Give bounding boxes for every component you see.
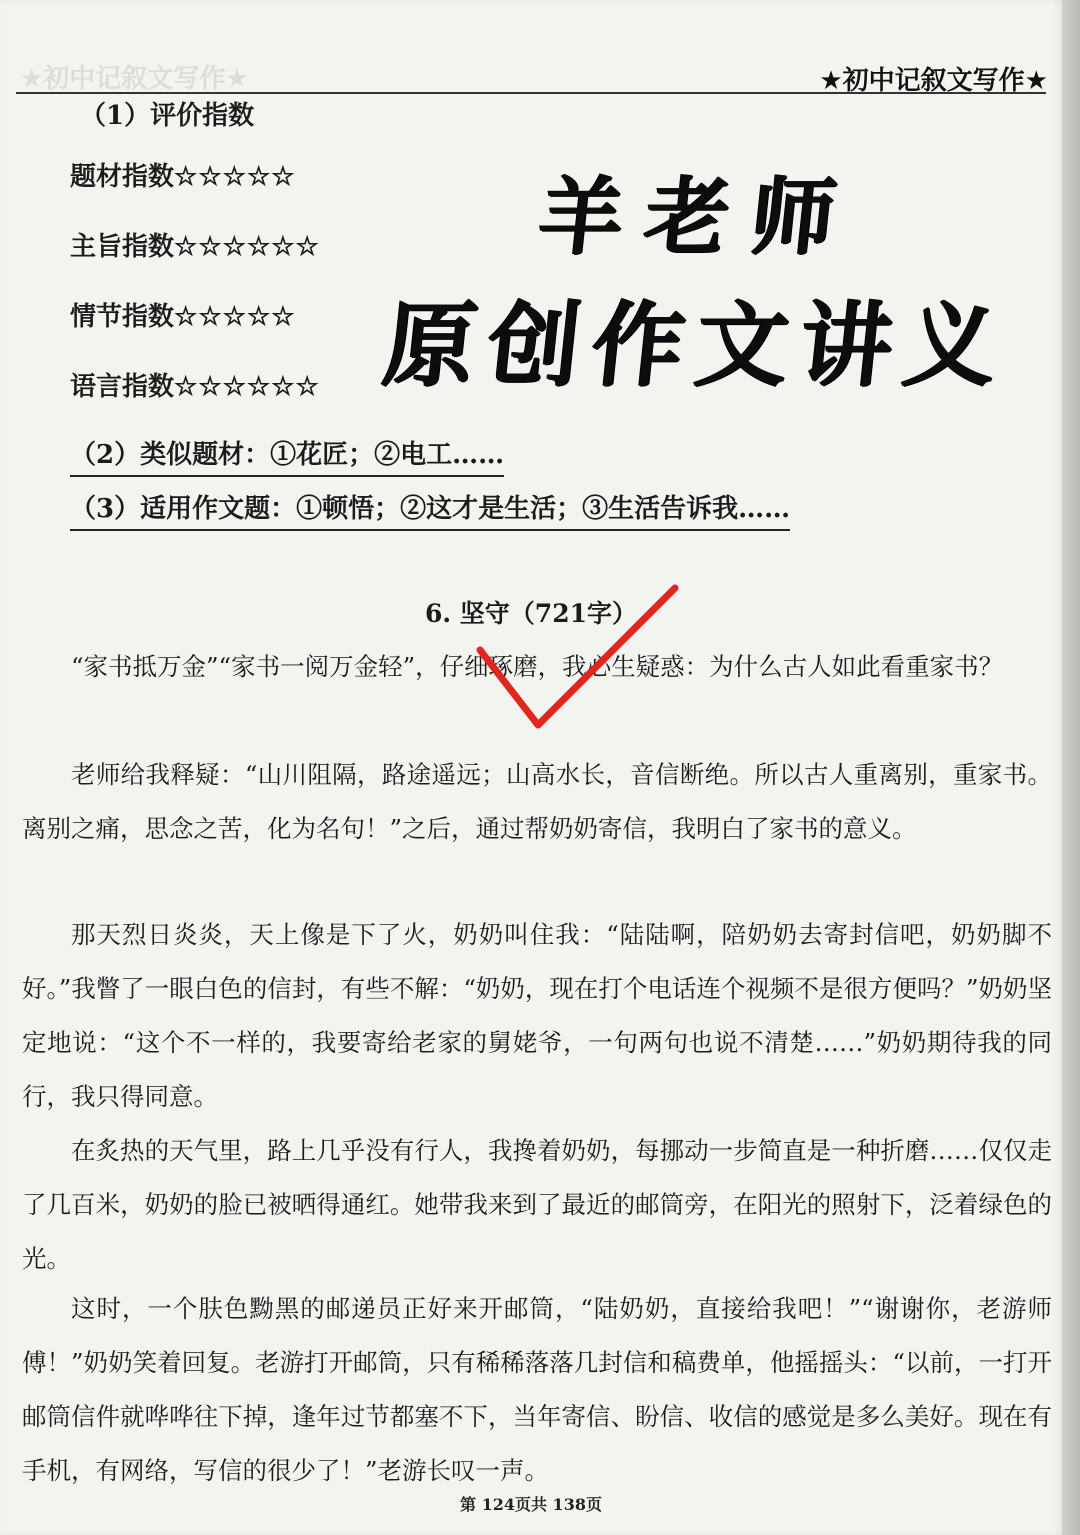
- essay-paragraph: 那天烈日炎炎，天上像是下了火，奶奶叫住我：“陆陆啊，陪奶奶去寄封信吧，奶奶脚不好。”我瞥了一眼白色的信封，有些不解：“奶奶，现在打个电话连个视频不是很方便吗？”奶奶坚定地说：“这个不一样的，我要寄给老家的舅姥爷，一句两句也说不清楚……”奶奶期待我的同行，我只得同意。: [22, 920, 1052, 1111]
- applicable-titles-line: （3）适用作文题：①顿悟；②这才是生活；③生活告诉我……: [70, 488, 790, 531]
- index-row-plot: [70, 296, 296, 333]
- star-rating: ☆☆☆☆☆☆: [174, 372, 320, 402]
- red-checkmark-icon: [470, 580, 690, 750]
- similar-topics-line: （2）类似题材：①花匠；②电工……: [70, 434, 504, 477]
- watermark-handout-title: 原创作文讲义: [378, 291, 1014, 399]
- star-rating: ☆☆☆☆☆: [174, 162, 296, 192]
- running-header: ★初中记叙文写作★: [819, 66, 1048, 96]
- essay-paragraph: “家书抵万金”“家书一阅万金轻”，仔细琢磨，我心生疑惑：为什么古人如此看重家书？: [71, 652, 1004, 681]
- star-rating: ☆☆☆☆☆☆: [174, 232, 320, 262]
- header-divider: [16, 92, 1046, 94]
- index-label: 题材指数: [70, 162, 175, 192]
- index-row-subject: [70, 156, 296, 193]
- page-footer: 第 124页共 138页: [460, 1495, 602, 1514]
- star-rating: ☆☆☆☆☆: [174, 302, 296, 332]
- faded-header-left: ★初中记叙文写作★: [20, 64, 249, 94]
- essay-title: 6. 坚守（721字）: [425, 599, 637, 628]
- watermark-teacher-name: 羊老师: [534, 167, 863, 266]
- index-row-language: [70, 366, 320, 403]
- index-label: 主旨指数: [70, 232, 175, 262]
- index-row-theme: [70, 226, 320, 263]
- index-label: 情节指数: [70, 302, 175, 332]
- index-label: 语言指数: [70, 372, 175, 402]
- essay-paragraph: 这时，一个肤色黝黑的邮递员正好来开邮筒，“陆奶奶，直接给我吧！”“谢谢你，老游师傅！”奶奶笑着回复。老游打开邮筒，只有稀稀落落几封信和稿费单，他摇摇头：“以前，一打开邮筒信件就哗哗往下掉，逢年过节都塞不下，当年寄信、盼信、收信的感觉是多么美好。现在有手机，有网络，写信的很少了！”老游长叹一声。: [22, 1294, 1052, 1485]
- page-edge-shadow: [1062, 0, 1080, 1535]
- essay-paragraph: 老师给我释疑：“山川阻隔，路途遥远；山高水长，音信断绝。所以古人重离别，重家书。离别之痛，思念之苦，化为名句！”之后，通过帮奶奶寄信，我明白了家书的意义。: [22, 760, 1052, 843]
- essay-paragraph: 在炙热的天气里，路上几乎没有行人，我搀着奶奶，每挪动一步简直是一种折磨……仅仅走了几百米，奶奶的脸已被晒得通红。她带我来到了最近的邮筒旁，在阳光的照射下，泛着绿色的光。: [22, 1136, 1052, 1273]
- checkmark-stroke: [480, 588, 675, 725]
- evaluation-section-label: （1）评价指数: [80, 101, 255, 131]
